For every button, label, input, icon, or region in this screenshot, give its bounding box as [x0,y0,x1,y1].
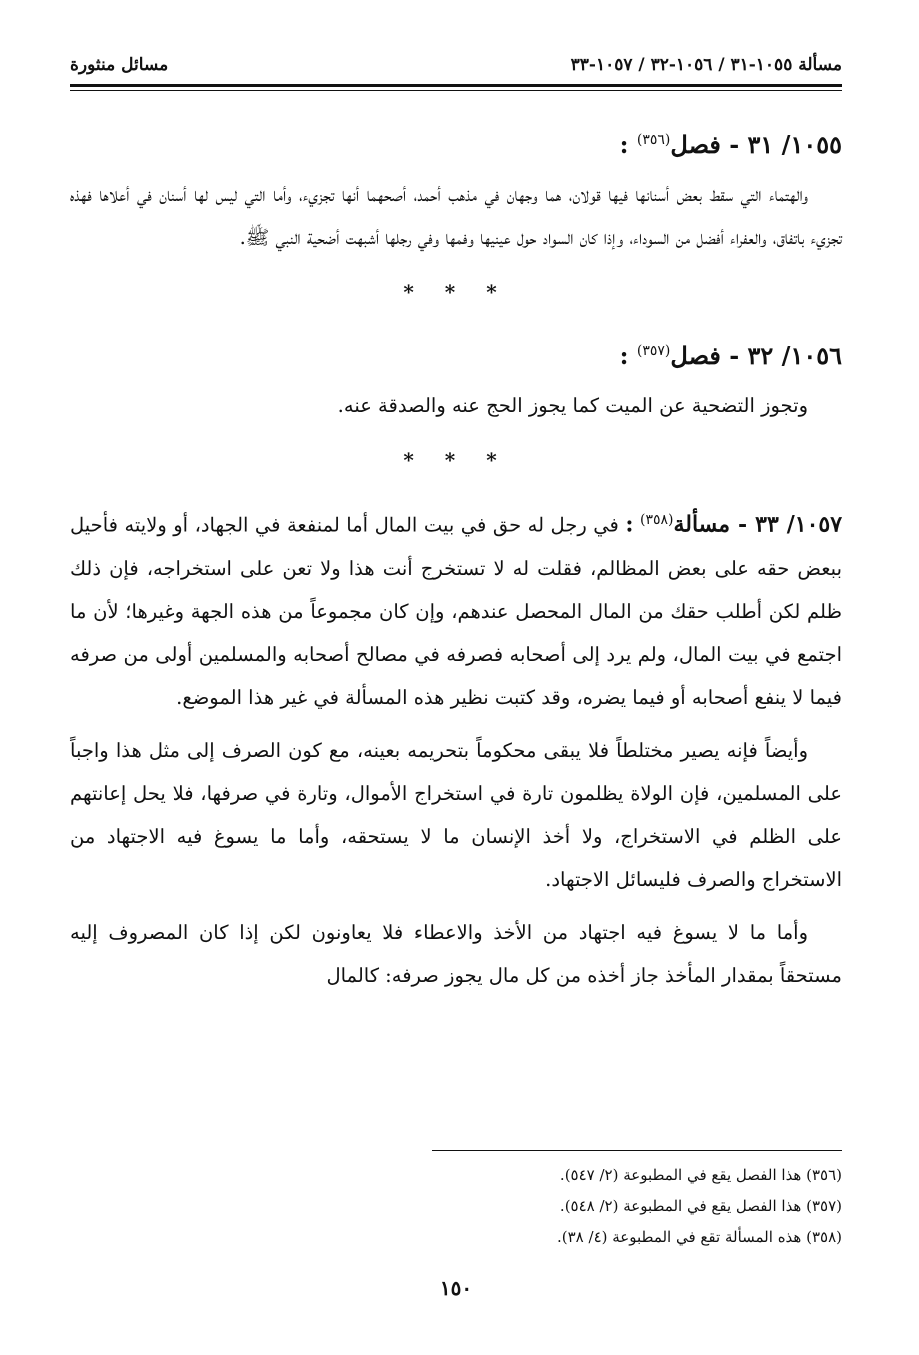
section-heading-title: ١٠٥٦/ ٣٢ - فصل [670,341,842,370]
header-rule-thin [70,90,842,91]
main-text [70,120,842,997]
section-separator-2: * * * [403,448,509,472]
book-page [70,48,842,1308]
section-1057-text: في رجل له حق في بيت المال أما لمنفعة في الجهاد، أو ولايته فأحيل ببعض حقه على بعض المظالم، فقلت له لا تستخرج أنت هذا ولا تعن على استخراجه، فإن ذلك ظلم لكن أطلب حقك من المال المحصل عندهم، وإن كان مجموعاً من هذه الجهة وغيرها؛ لأن ما اجتمع في بيت المال، ولم يرد إلى أصحابه فصرفه في مصالح أصحابه والمسلمين أولى من صرفه فيما لا ينفع أصحابه أو فيما يضره، وقد كتبت نظير هذه المسألة في غير هذا الموضع. [70,513,842,709]
section-heading-colon: : [619,130,629,159]
footnote-358: (٣٥٨) هذه المسألة تقع في المطبوعة (٤/ ٣٨). [556,1228,842,1246]
footnotes [70,1160,842,1253]
section-heading-1055 [70,120,842,165]
page-number: ١٥٠ [439,1276,473,1300]
footnote-reference-358: (٣٥٨) [639,512,674,528]
footnote-356: (٣٥٦) هذا الفصل يقع في المطبوعة (٢/ ٥٤٧). [559,1166,842,1184]
section-heading-1056 [70,331,842,376]
section-separator-1: * * * [403,280,509,304]
footnote-divider [432,1150,842,1151]
section-1055-paragraph: والهتماء التي سقط بعض أسنانها فيها قولان، هما وجهان في مذهب أحمد، أصحهما أنها تجزيء، وأما التي ليس لها أسنان في أعلاها فهذه تجزيء باتفاق، والعفراء أفضل من السوداء، وإذا كان السواد حول عينيها وفمها وفي رجلها أشبهت أضحية النبي ﷺ. [70,183,842,249]
section-heading-title: ١٠٥٥/ ٣١ - فصل [670,130,842,159]
footnote-reference-356: (٣٥٦) [636,132,671,148]
header-rule-thick [70,84,842,87]
running-header [70,48,842,82]
section-heading-colon: : [625,511,634,538]
footnote-357: (٣٥٧) هذا الفصل يقع في المطبوعة (٢/ ٥٤٨). [559,1197,842,1215]
section-heading-1057: ١٠٥٧/ ٣٣ - مسألة [673,511,843,538]
section-heading-colon: : [619,341,629,370]
header-question-range: مسألة ١٠٥٥-٣١ / ١٠٥٦-٣٢ / ١٠٥٧-٣٣ [570,55,842,75]
section-1056-paragraph: وتجوز التضحية عن الميت كما يجوز الحج عنه والصدقة عنه. [337,394,808,417]
footnote-reference-357: (٣٥٧) [636,343,671,359]
header-book-section: مسائل منثورة [70,55,169,75]
section-1057-paragraph-1 [70,499,842,719]
section-1057-paragraph-3: وأما ما لا يسوغ فيه اجتهاد من الأخذ والاعطاء فلا يعاونون لكن إذا كان المصروف إليه مستحقاً بمقدار المأخذ جاز أخذه من كل مال يجوز صرفه: كالمال [70,920,842,987]
section-1057-paragraph-2: وأيضاً فإنه يصير مختلطاً فلا يبقى محكوماً بتحريمه بعينه، مع كون الصرف إلى مثل هذا واجباً على المسلمين، فإن الولاة يظلمون تارة في استخراج الأموال، وتارة في صرفها، فلا يحل إعانتهم على الظلم في الاستخراج، ولا أخذ الإنسان ما لا يستحقه، وأما ما يسوغ فيه الاجتهاد من الاستخراج والصرف فليسائل الاجتهاد. [70,738,842,891]
